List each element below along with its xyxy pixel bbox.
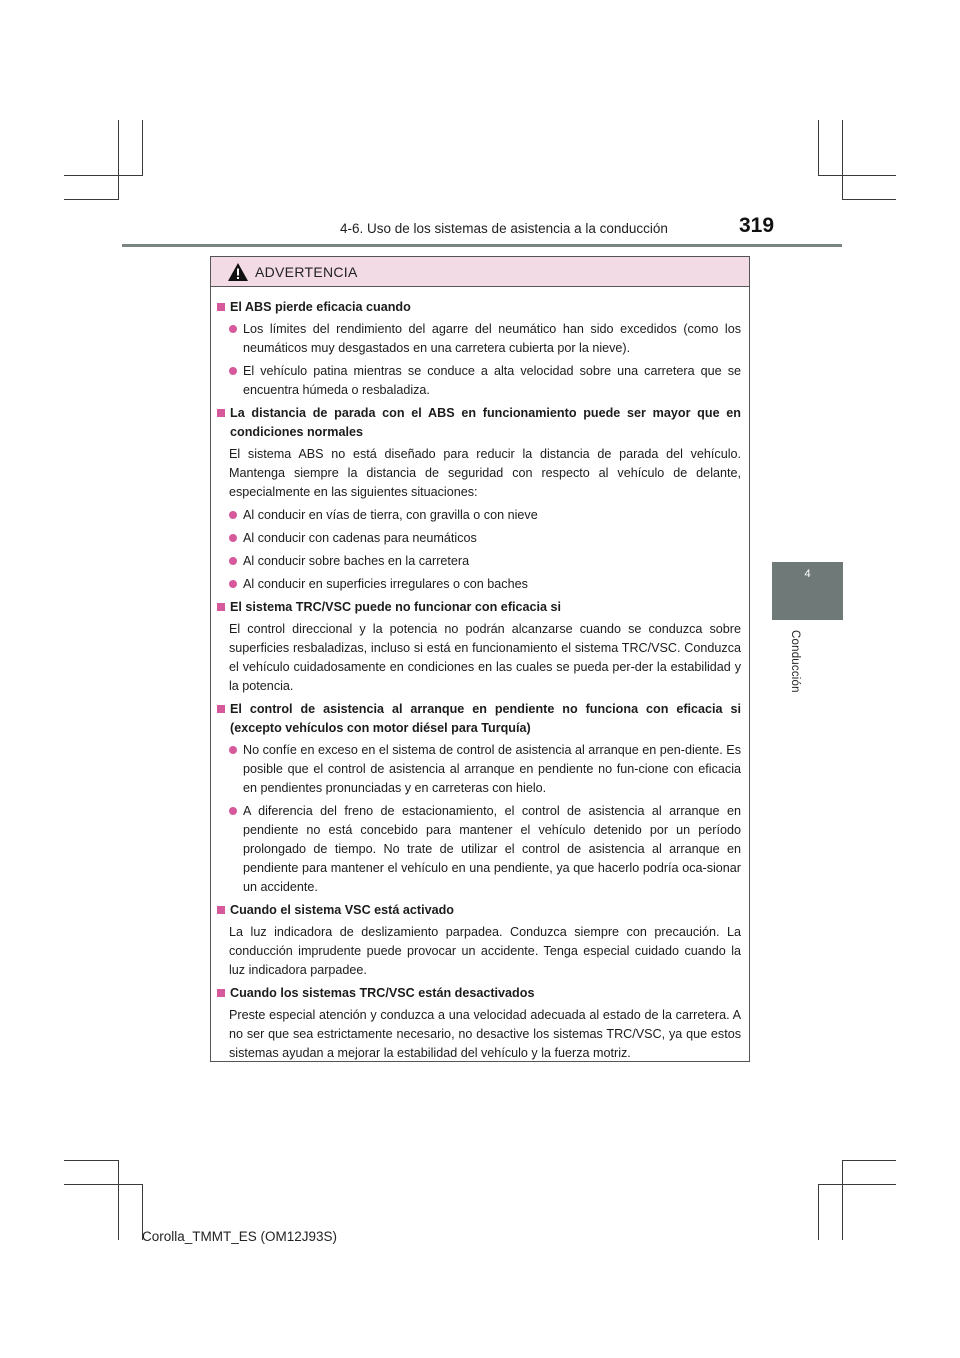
warning-section-trc-vsc-efficacy — [217, 598, 741, 696]
section-heading — [217, 404, 741, 442]
warning-section-trc-vsc-off — [217, 984, 741, 1063]
crop-mark — [142, 120, 143, 176]
list-item-text: Al conducir con cadenas para neumáticos — [243, 531, 477, 545]
crop-mark — [818, 120, 819, 176]
crop-mark — [842, 1160, 843, 1240]
section-heading — [217, 598, 741, 617]
list-item — [217, 552, 741, 571]
dot-bullet-icon — [229, 580, 237, 588]
chapter-tab — [772, 562, 843, 620]
chapter-number: 4 — [804, 568, 811, 580]
list-item-text: El vehículo patina mientras se conduce a alta velocidad sobre una carretera que se encuentra húmeda o resbaladiza. — [243, 364, 741, 397]
square-bullet-icon — [217, 303, 225, 311]
page-number: 319 — [739, 214, 775, 237]
warning-title: ADVERTENCIA — [255, 263, 358, 280]
section-heading-text: Cuando el sistema VSC está activado — [230, 903, 454, 917]
section-heading — [217, 984, 741, 1003]
section-paragraph: El control direccional y la potencia no podrán alcanzarse cuando se conduzca sobre superficies resbaladizas, incluso si está en funcionamiento el sistema TRC/VSC. Conduzca el vehículo cuidadosamente en condiciones en las cuales se pueda per-der la estabilidad y la potencia. — [229, 622, 741, 693]
section-heading-text: El control de asistencia al arranque en pendiente no funciona con eficacia si (excepto vehículos con motor diésel para Turquía) — [230, 702, 741, 735]
list-item — [217, 362, 741, 400]
crop-mark — [842, 1160, 896, 1161]
header-rule — [122, 244, 842, 247]
footer-document-code: Corolla_TMMT_ES (OM12J93S) — [142, 1229, 338, 1244]
warning-section-vsc-activated — [217, 901, 741, 980]
list-item — [217, 802, 741, 897]
list-item-text: A diferencia del freno de estacionamiento, el control de asistencia al arranque en pendiente no está concebido para mantener el vehículo detenido por un período prolongado de tiempo. No trate de utilizar el control de asistencia al arranque en pendiente para mantener el vehículo en una pendiente, ya que hacerlo podría oca-sionar un accidente. — [243, 804, 741, 894]
square-bullet-icon — [217, 409, 225, 417]
warning-section-hill-start-assist — [217, 700, 741, 897]
dot-bullet-icon — [229, 557, 237, 565]
warning-body — [211, 287, 749, 1063]
crop-mark — [842, 120, 843, 200]
list-item — [217, 506, 741, 525]
warning-triangle-icon — [227, 262, 249, 282]
crop-mark — [818, 175, 896, 176]
warning-box — [210, 256, 750, 1062]
section-heading — [217, 700, 741, 738]
dot-bullet-icon — [229, 367, 237, 375]
list-item — [217, 529, 741, 548]
warning-header — [211, 257, 749, 287]
square-bullet-icon — [217, 989, 225, 997]
crop-mark — [118, 120, 119, 200]
square-bullet-icon — [217, 906, 225, 914]
list-item-text: Los límites del rendimiento del agarre del neumático han sido excedidos (como los neumáticos muy desgastados en una carretera cubierta por la nieve). — [243, 322, 741, 355]
crop-mark — [818, 1184, 819, 1240]
warning-section-stopping-distance — [217, 404, 741, 594]
section-paragraph: Preste especial atención y conduzca a una velocidad adecuada al estado de la carretera. A no ser que sea estrictamente necesario, no desactive los sistemas TRC/VSC, ya que estos sistemas ayudan a mejorar la estabilidad del vehículo y la fuerza motriz. — [229, 1008, 741, 1060]
dot-bullet-icon — [229, 325, 237, 333]
crop-mark — [842, 199, 896, 200]
dot-bullet-icon — [229, 511, 237, 519]
section-title: 4-6. Uso de los sistemas de asistencia a la conducción — [340, 221, 668, 236]
crop-mark — [64, 175, 142, 176]
list-item — [217, 320, 741, 358]
crop-mark — [118, 1160, 119, 1240]
crop-mark — [818, 1184, 896, 1185]
crop-mark — [64, 199, 118, 200]
warning-section-abs-efficacy — [217, 298, 741, 400]
dot-bullet-icon — [229, 534, 237, 542]
section-heading-text: El ABS pierde eficacia cuando — [230, 300, 411, 314]
chapter-label: Conducción — [789, 630, 801, 693]
section-heading-text: Cuando los sistemas TRC/VSC están desactivados — [230, 986, 535, 1000]
section-heading-text: La distancia de parada con el ABS en funcionamiento puede ser mayor que en condiciones normales — [230, 406, 741, 439]
list-item-text: Al conducir sobre baches en la carretera — [243, 554, 470, 568]
section-paragraph: El sistema ABS no está diseñado para reducir la distancia de parada del vehículo. Mantenga siempre la distancia de seguridad con respecto al vehículo de delante, especialmente en las siguientes situaciones: — [229, 447, 741, 499]
list-item — [217, 575, 741, 594]
square-bullet-icon — [217, 603, 225, 611]
list-item-text: No confíe en exceso en el sistema de control de asistencia al arranque en pen-diente. Es posible que el control de asistencia al arranque en pendiente no fun-cione con eficacia en pendientes pronunciadas y en carreteras con hielo. — [243, 743, 741, 795]
section-paragraph: La luz indicadora de deslizamiento parpadea. Conduzca siempre con precaución. La conducción imprudente puede provocar un accidente. Tenga especial cuidado cuando la luz indicadora parpadee. — [229, 925, 741, 977]
section-heading-text: El sistema TRC/VSC puede no funcionar con eficacia si — [230, 600, 562, 614]
section-heading — [217, 298, 741, 317]
crop-mark — [64, 1184, 142, 1185]
list-item-text: Al conducir en vías de tierra, con gravilla o con nieve — [243, 508, 538, 522]
list-item-text: Al conducir en superficies irregulares o con baches — [243, 577, 528, 591]
square-bullet-icon — [217, 705, 225, 713]
crop-mark — [64, 1160, 118, 1161]
list-item — [217, 741, 741, 798]
dot-bullet-icon — [229, 807, 237, 815]
section-heading — [217, 901, 741, 920]
dot-bullet-icon — [229, 746, 237, 754]
